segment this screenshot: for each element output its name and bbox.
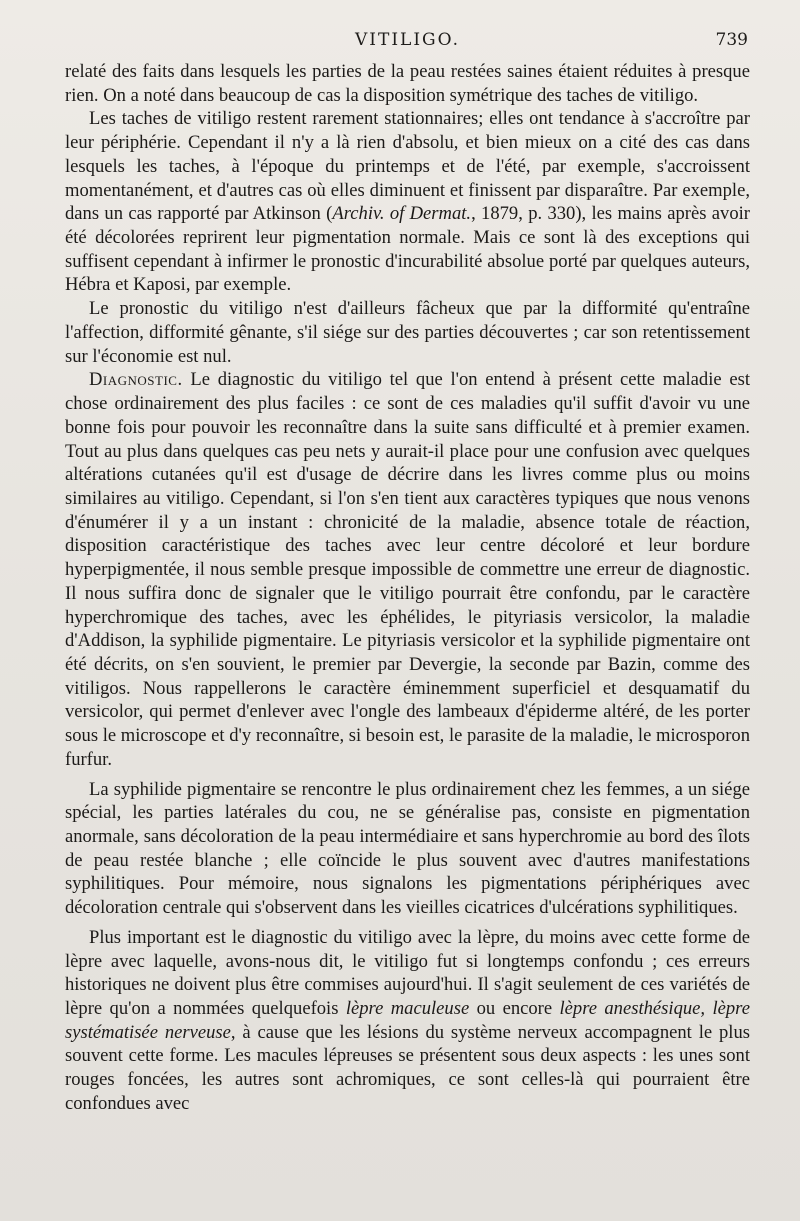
- paragraph-3: Le pronostic du vitiligo n'est d'ailleurs fâcheux que par la difformité qu'entraîne l'affection, difformité gênante, s'il siége sur des parties découvertes ; car son retentissement sur l'économie est nul.: [65, 298, 750, 367]
- body-text: [65, 60, 750, 1116]
- paragraph-2-text: Les taches de vitiligo restent rarement stationnaires; elles ont tendance à s'accroître par leur périphérie. Cependant il n'y a là rien d'absolu, et bien mieux on a cité des cas dans lesquels les taches, à l'époque du printemps et de l'été, par exemple, s'accroissent momentanément, et d'autres cas où elles diminuent et finissent par disparaître. Par exemple, dans un cas rapporté par Atkinson (: [65, 108, 750, 225]
- paragraph-2-end: , 1879, p. 330), les mains après avoir été décolorées reprirent leur pigmentation normale. Mais ce sont là des exceptions qui suffisent cependant à infirmer le pronostic d'incurabilité absolue porté par quelques auteurs, Hébra et Kaposi, par exemple.: [65, 203, 750, 296]
- term-lepre-maculeuse: lèpre maculeuse: [345, 998, 470, 1020]
- paragraph-6-end: , à cause que les lésions du système nerveux accompagnent le plus souvent cette forme. Les macules lépreuses se présentent sous deux aspects : les unes sont rouges foncées, les autres sont achromiques, ce sont celles-là qui pourraient être confondues avec: [65, 1021, 750, 1114]
- paragraph-6-text: Plus important est le diagnostic du vitiligo avec la lèpre, du moins avec cette forme de lèpre avec laquelle, avons-nous dit, le vitiligo fut si longtemps confondu ; ces erreurs historiques ne doivent plus être commises aujourd'hui. Il s'agit seulement de ces variétés de lèpre qu'on a nommées quelquefois: [65, 926, 750, 1020]
- paragraph-4-text: Le diagnostic du vitiligo tel que l'on entend à présent cette maladie est chose ordinairement des plus faciles : ce sont de ces maladies qu'il suffit d'avoir vu une bonne fois pour pouvoir les reconnaître dans la suite sans difficulté et à premier examen. Tout au plus dans quelques cas peu nets y aurait-il place pour une confusion avec quelques altérations cutanées qu'il est d'usage de décrire dans les livres comme plus ou moins similaires au vitiligo. Cependant, si l'on s'en tient aux caractères typiques que nous venons d'énumérer il y a un instant : chronicité de la maladie, absence totale de réaction, disposition caractéristique des taches avec leur centre décoloré et leur bordure hyperpigmentée, il nous semble presque impossible de commettre une erreur de diagnostic. Il nous suffira donc de signaler que le vitiligo pourrait être confondu, par le caractère hyperchromique des taches, avec les éphélides, le pityriasis versicolor, la maladie d'Addison, la syphilide pigmentaire. Le pityriasis versicolor et la syphilide pigmentaire ont été décrits, on s'en souvient, le premier par Devergie, la seconde par Bazin, comme des vitiligos. Nous rappellerons le caractère éminemment superficiel et desquamatif du versicolor, qui permet d'enlever avec l'ongle des lambeaux d'épiderme altéré, de les porter sous le microscope et d'y reconnaître, si besoin est, le parasite de la maladie, le microsporon furfur.: [65, 369, 750, 770]
- page-header: [65, 24, 750, 58]
- running-title: VITILIGO.: [355, 30, 460, 50]
- paragraph-5: La syphilide pigmentaire se rencontre le plus ordinairement chez les femmes, a un siége spécial, les parties latérales du cou, ne se généralise pas, consiste en pigmentation anormale, sans décoloration de la peau intermédiaire et sans hyperchromie au bord des îlots de peau restée blanche ; elle coïncide le plus souvent avec d'autres manifestations syphilitiques. Pour mémoire, nous signalons les pigmentations périphériques avec décoloration centrale qui s'observent dans les vieilles cicatrices d'ulcérations syphilitiques.: [65, 778, 750, 919]
- paragraph-6-mid: ou encore: [469, 998, 560, 1020]
- paragraph-1: relaté des faits dans lesquels les parties de la peau restées saines étaient réduites à presque rien. On a noté dans beaucoup de cas la disposition symétrique des taches de vitiligo.: [65, 61, 750, 106]
- page-number: 739: [715, 30, 748, 50]
- paragraph-6: [65, 926, 750, 1116]
- citation-archiv-dermat: Archiv. of Dermat.: [332, 203, 472, 225]
- paragraph-2: [65, 107, 750, 297]
- paragraph-4: [65, 368, 750, 771]
- section-label-diagnostic: Diagnostic.: [89, 369, 183, 391]
- term-lepre-anesthesique: lèpre anesthésique, lèpre systématisée nerveuse: [65, 998, 750, 1043]
